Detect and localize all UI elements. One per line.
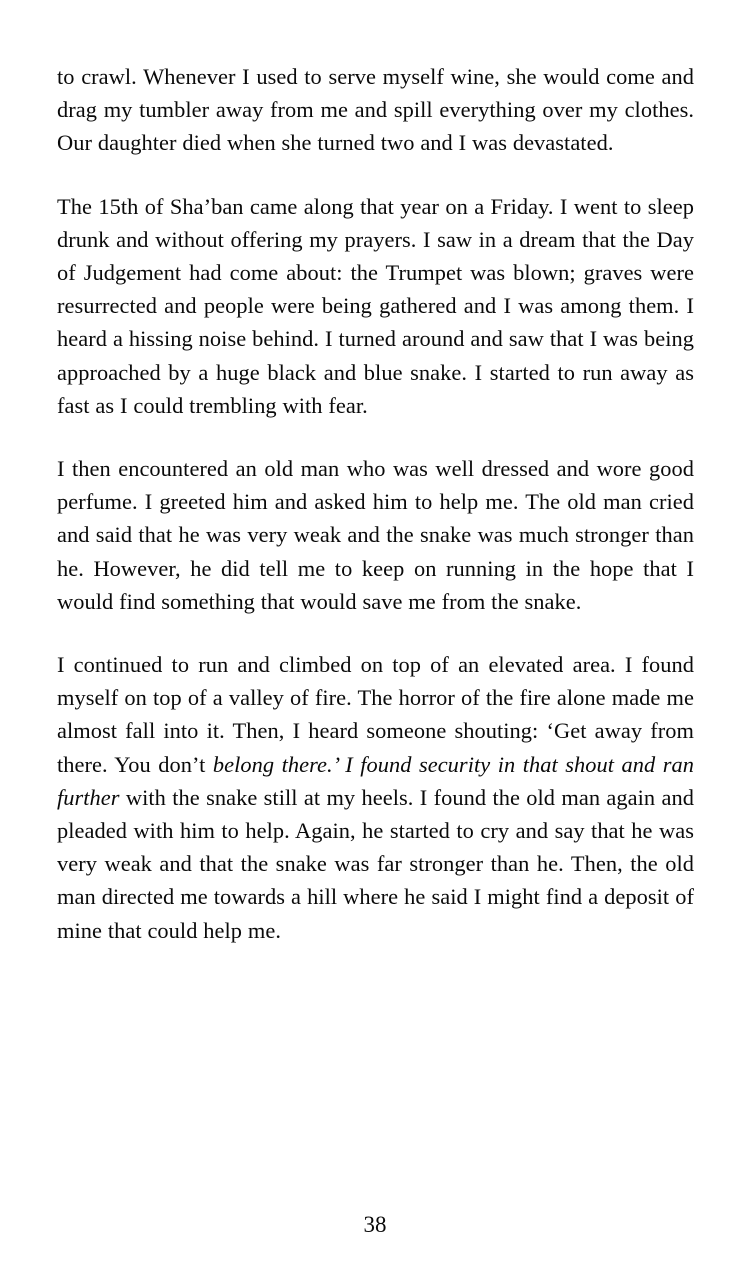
- paragraph-4-segment-italic-quote: belong there.’ I found security in that shout and ran further: [57, 751, 694, 810]
- body-text-column: [57, 60, 694, 947]
- paragraph-4: [57, 648, 694, 947]
- paragraph-2: The 15th of Sha’ban came along that year on a Friday. I went to sleep drunk and without offering my prayers. I saw in a dream that the Day of Judgement had come about: the Trumpet was blown; graves were resurrected and people were being gathered and I was among them. I heard a hissing noise behind. I turned around and saw that I was being approached by a huge black and blue snake. I started to run away as fast as I could trembling with fear.: [57, 193, 694, 418]
- paragraph-4-segment-roman-tail: with the snake still at my heels. I found the old man again and pleaded with him to help. Again, he started to cry and say that he was very weak and that the snake was far stronger than he. Then, the old man directed me towards a hill where he said I might find a deposit of mine that could help me.: [57, 784, 694, 943]
- paragraph-3: I then encountered an old man who was well dressed and wore good perfume. I greeted him and asked him to help me. The old man cried and said that he was very weak and the snake was much stronger than he. However, he did tell me to keep on running in the hope that I would find something that would save me from the snake.: [57, 456, 694, 614]
- paragraph-4-segment-roman-lead: I continued to run and climbed on top of an elevated area. I found myself on top of a valley of fire. The horror of the fire alone made me almost fall into it. Then, I heard someone shouting: ‘Get away from there. You don’t: [57, 652, 694, 777]
- paragraph-1: to crawl. Whenever I used to serve myself wine, she would come and drag my tumbler away from me and spill everything over my clothes. Our daughter died when she turned two and I was devastated.: [57, 64, 694, 156]
- page-number: 38: [363, 1212, 387, 1237]
